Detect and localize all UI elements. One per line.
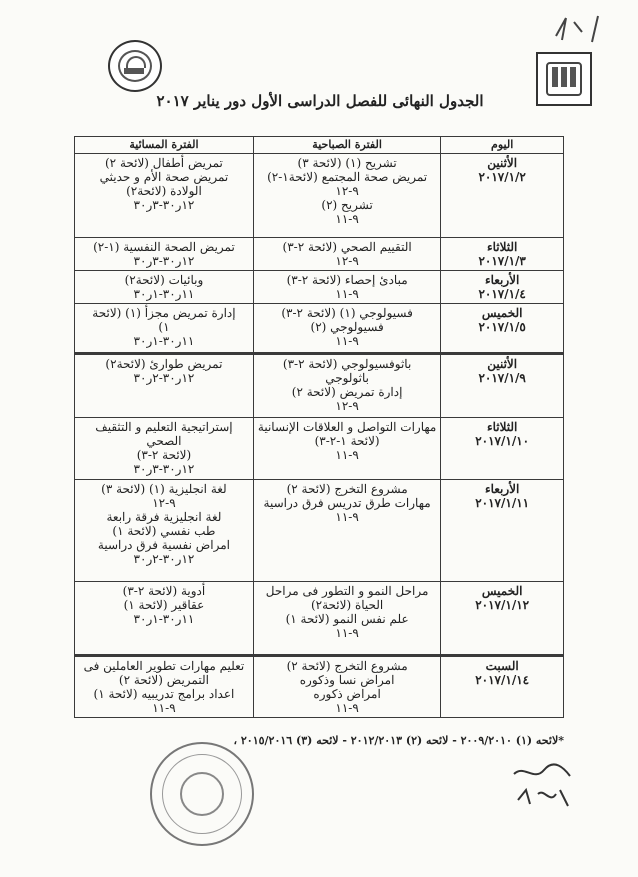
morning-session-cell [253,271,440,304]
evening-session-line: لغة انجليزية فرقة رابعة [106,510,222,524]
evening-session-cell [75,271,254,304]
evening-session-line: (لائحة ٢-٣) [136,448,192,462]
day-cell [441,656,564,718]
morning-session-line: مبادئ إحصاء (لائحة ٢-٣) [286,273,408,287]
schedule-title: الجدول النهائى للفصل الدراسى الأول دور يناير ٢٠١٧ [156,92,484,110]
day-name: الأثنين [487,156,518,170]
morning-session-line: ٩-١١ [335,287,359,301]
corner-pen-mark-icon [552,12,612,46]
day-date: ٢٠١٧/١/٣ [478,254,526,268]
morning-session-line: تشريح (١) (لائحة ٣) [297,156,397,170]
morning-session-cell [253,354,440,418]
evening-session-line: إستراتيجية التعليم و التثقيف [95,420,233,434]
table-row [75,582,564,656]
morning-session-line: ٩-١١ [335,212,359,226]
day-cell [441,271,564,304]
day-cell [441,238,564,271]
morning-session-line: ٩-١٢ [335,184,359,198]
day-date: ٢٠١٧/١/٤ [478,287,526,301]
table-row [75,154,564,238]
evening-session-line: تمريض صحة الأم و حديثي [99,170,229,184]
table-header-row [75,137,564,154]
day-name: الخميس [481,584,523,598]
faculty-emblem-icon [536,52,592,106]
evening-session-line: اعداد برامج تدريبيه (لائحة ١) [93,687,235,701]
day-name: الأربعاء [484,482,520,496]
morning-session-line: التقييم الصحي (لائحة ٢-٣) [282,240,412,254]
handwritten-signature [508,760,578,816]
evening-session-cell [75,304,254,354]
morning-session-line: مشروع التخرج (لائحة ٢) [286,659,408,673]
evening-session-line: ١٢ر٣٠-٣ر٣٠ [133,462,195,476]
evening-session-cell [75,238,254,271]
evening-session-line: أدوية (لائحة ٢-٣) [122,584,206,598]
morning-session-line: مهارات طرق تدريس فرق دراسية [263,496,431,510]
day-date: ٢٠١٧/١/١٤ [475,673,530,687]
day-date: ٢٠١٧/١/١٠ [475,434,530,448]
university-seal-icon [108,40,162,92]
evening-session-line: ١٢ر٣٠-٢ر٣٠ [133,552,195,566]
morning-session-line: تمريض صحة المجتمع (لائحة١-٢) [267,170,428,184]
table-row [75,304,564,354]
evening-session-line: تعليم مهارات تطوير العاملين فى [83,659,245,673]
morning-session-line: ٩-١١ [335,626,359,640]
table-row [75,354,564,418]
evening-session-line: ١٢ر٣٠-٢ر٣٠ [133,371,195,385]
evening-session-cell [75,582,254,656]
day-date: ٢٠١٧/١/١٢ [475,598,530,612]
header-day: اليوم [441,137,564,154]
day-cell [441,418,564,480]
header-evening: الفترة المسائية [75,137,254,154]
morning-session-line: ٩-١١ [335,701,359,715]
morning-session-line: مشروع التخرج (لائحة ٢) [286,482,408,496]
morning-session-line: ٩-١٢ [335,399,359,413]
morning-session-line: مهارات التواصل و العلاقات الإنسانية [257,420,437,434]
day-date: ٢٠١٧/١/٩ [478,371,526,385]
evening-session-line: ١١ر٣٠-١ر٣٠ [133,287,195,301]
evening-session-line: الولادة (لائحة٢) [126,184,202,198]
day-date: ٢٠١٧/١/٥ [478,320,526,334]
table-row [75,418,564,480]
morning-session-line: إدارة تمريض (لائحة ٢) [291,385,403,399]
morning-session-line: (لائحة ١-٢-٣) [314,434,380,448]
morning-session-cell [253,304,440,354]
evening-session-line: ١١ر٣٠-١ر٣٠ [133,612,195,626]
table-row [75,238,564,271]
evening-session-line: إدارة تمريض مجزأ (١) (لائحة [92,306,236,320]
evening-session-line: ٩-١١ [152,701,176,715]
evening-session-line: التمريض (لائحة ٢) [118,673,209,687]
day-name: الأثنين [487,357,518,371]
morning-session-cell [253,238,440,271]
evening-session-line: عقاقير (لائحة ١) [123,598,205,612]
morning-session-line: امراض ذكوره [313,687,381,701]
morning-session-line: ٩-١٢ [335,254,359,268]
morning-session-cell [253,154,440,238]
header-morning: الفترة الصباحية [253,137,440,154]
evening-session-line: طب نفسي (لائحة ١) [112,524,216,538]
morning-session-line: ٩-١١ [335,334,359,348]
day-cell [441,582,564,656]
morning-session-line: امراض نسا وذكوره [299,673,395,687]
morning-session-line: الحياة (لائحة٢) [310,598,384,612]
day-date: ٢٠١٧/١/٢ [478,170,526,184]
morning-session-line: باثوفسيولوجي (لائحة ٢-٣) [282,357,412,371]
evening-session-line: امراض نفسية فرق دراسية [97,538,230,552]
morning-session-line: ٩-١١ [335,510,359,524]
day-name: الأربعاء [484,273,520,287]
evening-session-cell [75,154,254,238]
evening-session-line: ١٢ر٣٠-٣ر٣٠ [133,254,195,268]
day-cell [441,480,564,582]
table-row [75,271,564,304]
day-cell [441,154,564,238]
evening-session-line: الصحي [146,434,182,448]
morning-session-cell [253,418,440,480]
morning-session-line: علم نفس النمو (لائحة ١) [285,612,409,626]
evening-session-cell [75,656,254,718]
evening-session-line: تمريض أطفال (لائحة ٢) [104,156,223,170]
evening-session-cell [75,354,254,418]
evening-session-line: تمريض طوارئ (لائحة٢) [105,357,223,371]
exam-schedule-table [74,136,564,718]
morning-session-line: مراحل النمو و التطور فى مراحل [265,584,429,598]
day-name: الخميس [481,306,523,320]
evening-session-line: ١٢ر٣٠-٣ر٣٠ [133,198,195,212]
day-cell [441,304,564,354]
day-date: ٢٠١٧/١/١١ [475,496,530,510]
evening-session-line: ١) [158,320,170,334]
morning-session-cell [253,656,440,718]
evening-session-line: تمريض الصحة النفسية (١-٢) [93,240,235,254]
day-cell [441,354,564,418]
day-name: الثلاثاء [486,240,518,254]
evening-session-line: ٩-١٢ [152,496,176,510]
morning-session-line: فسيولوجي (٢) [310,320,384,334]
morning-session-cell [253,582,440,656]
faculty-stamp-icon [150,742,254,846]
morning-session-line: باثولوجي [325,371,369,385]
morning-session-line: تشريح (٢) [321,198,373,212]
evening-session-line: لغة انجليزية (١) (لائحة ٣) [101,482,227,496]
morning-session-cell [253,480,440,582]
regulations-footnote: *لائحه (١) ٢٠٠٩/٢٠١٠ - لائحه (٢) ٢٠١٢/٢٠١٣ - لائحه (٣) ٢٠١٥/٢٠١٦ ، [233,734,564,747]
table-row [75,656,564,718]
evening-session-line: ١١ر٣٠-١ر٣٠ [133,334,195,348]
evening-session-cell [75,418,254,480]
evening-session-line: وبائيات (لائحة٢) [124,273,204,287]
morning-session-line: فسيولوجي (١) (لائحة ٢-٣) [281,306,413,320]
evening-session-cell [75,480,254,582]
day-name: السبت [485,659,519,673]
morning-session-line: ٩-١١ [335,448,359,462]
day-name: الثلاثاء [486,420,518,434]
table-row [75,480,564,582]
